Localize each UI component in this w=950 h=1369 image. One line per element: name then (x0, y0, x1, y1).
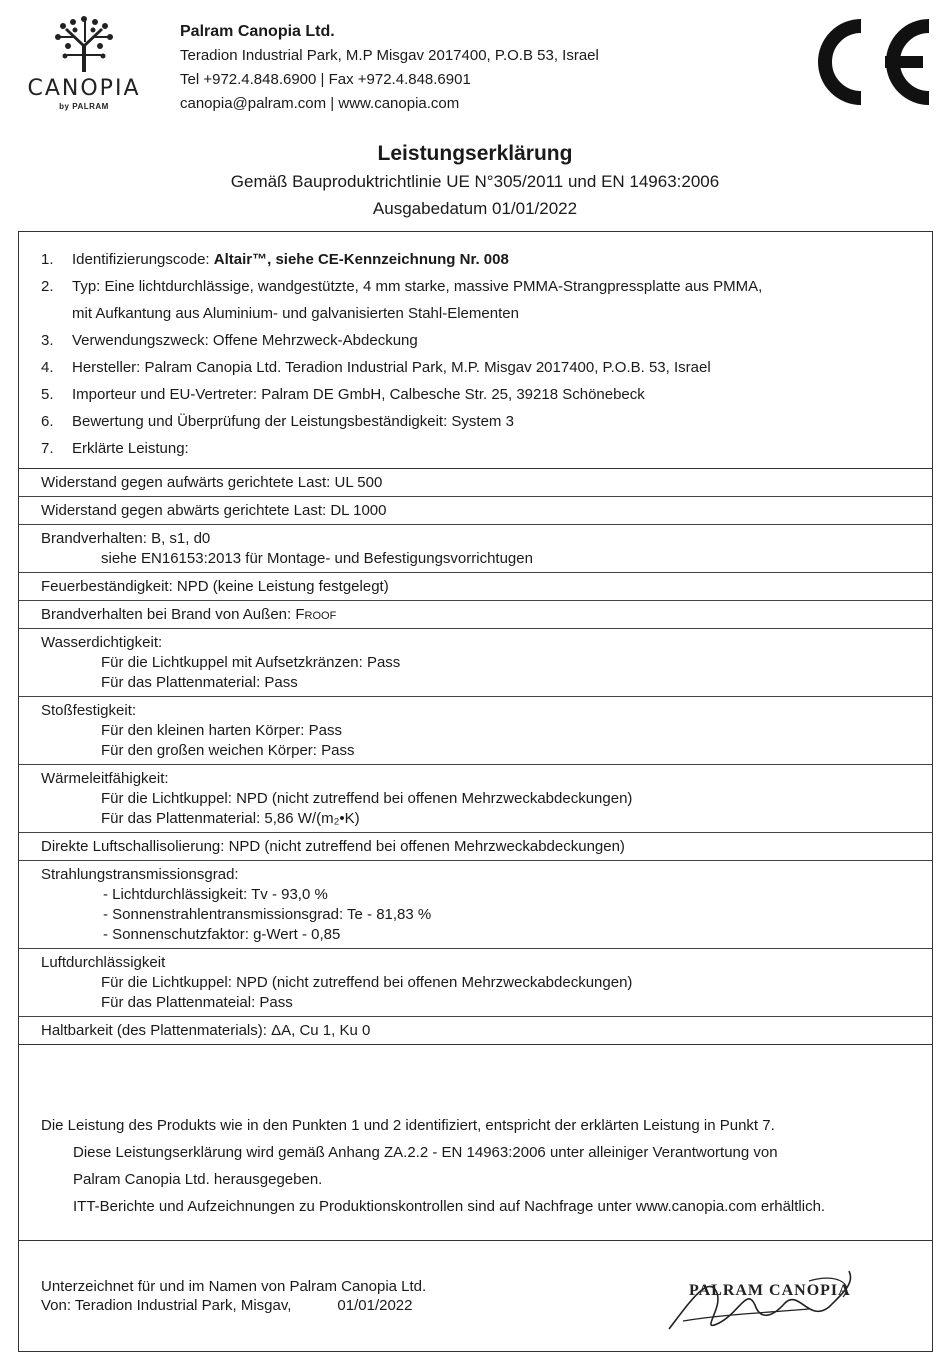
conformity-statement: Die Leistung des Produkts wie in den Punkten 1 und 2 identifiziert, entspricht der erklärten Leistung in Punkt 7. Diese Leistungserklärung wird gemäß Anhang ZA.2.2 - EN 14963:2006 unter alleiniger Verantwortung von Palram Canopia Ltd. herausgegeben. ITT-Berichte und Aufzeichnungen zu Produktionskontrollen sind auf Nachfrage unter www.canopia.com erhältlich. (41, 1117, 826, 1215)
logo-wordmark: CANOPIA (27, 76, 141, 101)
logo-subtitle: by PALRAM (59, 102, 109, 111)
performance-row: Direkte Luftschallisolierung: NPD (nicht zutreffend bei offenen Mehrzweckabdeckungen) (19, 833, 932, 861)
performance-row: Stoßfestigkeit: Für den kleinen harten Körper: Pass Für den großen weichen Körper: Pass (19, 697, 932, 765)
item-list (41, 246, 922, 462)
performance-row: Haltbarkeit (des Plattenmaterials): ΔA, Cu 1, Ku 0 (19, 1017, 932, 1045)
list-item: 5. Importeur und EU-Vertreter: Palram DE GmbH, Calbesche Str. 25, 39218 Schönebeck (41, 386, 645, 403)
list-item: mit Aufkantung aus Aluminium- und galvanisierten Stahl-Elementen (72, 305, 519, 322)
company-name: Palram Canopia Ltd. (180, 23, 335, 40)
performance-row: Widerstand gegen abwärts gerichtete Last: DL 1000 (19, 497, 932, 525)
issue-date: Ausgabedatum 01/01/2022 (372, 199, 578, 218)
regulation-reference: Gemäß Bauproduktrichtlinie UE N°305/2011 und EN 14963:2006 (230, 172, 720, 191)
list-item: 3. Verwendungszweck: Offene Mehrzweck-Abdeckung (41, 332, 418, 349)
list-item: 4. Hersteller: Palram Canopia Ltd. Teradion Industrial Park, M.P. Misgav 2017400, P.O.B. 53, Israel (41, 359, 711, 376)
company-address: Teradion Industrial Park, M.P Misgav 2017400, P.O.B 53, Israel (180, 47, 599, 64)
performance-table (19, 468, 932, 1045)
signature-text: Unterzeichnet für und im Namen von Palram Canopia Ltd. Von: Teradion Industrial Park, Misgav, 01/01/2022 (41, 1278, 427, 1314)
tree-icon (53, 16, 115, 74)
performance-row: Wärmeleitfähigkeit: Für die Lichtkuppel: NPD (nicht zutreffend bei offenen Mehrzweckabdeckungen) Für das Plattenmaterial: 5,86 W/(m₂•K) (19, 765, 932, 833)
canopia-logo (18, 16, 150, 116)
performance-row: Widerstand gegen aufwärts gerichtete Last: UL 500 (19, 469, 932, 497)
handwritten-signature (659, 1263, 859, 1341)
document-title: Leistungserklärung (377, 142, 573, 165)
ce-mark-icon (805, 16, 937, 108)
performance-row: Strahlungstransmissionsgrad: - Lichtdurchlässigkeit: Tv - 93,0 % - Sonnenstrahlentransmissionsgrad: Te - 81,83 % - Sonnenschutzfaktor: g-Wert - 0,85 (19, 861, 932, 949)
title-block (0, 140, 950, 222)
performance-row: Wasserdichtigkeit: Für die Lichtkuppel mit Aufsetzkränzen: Pass Für das Plattenmaterial: Pass (19, 629, 932, 697)
list-item: 1. Identifizierungscode: Altair™, siehe CE-Kennzeichnung Nr. 008 (41, 251, 509, 268)
signature-date: 01/01/2022 (337, 1297, 413, 1314)
performance-row: Brandverhalten bei Brand von Außen: Froof (19, 601, 932, 629)
company-email-web: canopia@palram.com | www.canopia.com (180, 95, 460, 112)
company-phone-fax: Tel +972.4.848.6900 | Fax +972.4.848.6901 (180, 71, 471, 88)
list-item: 6. Bewertung und Überprüfung der Leistungsbeständigkeit: System 3 (41, 413, 514, 430)
performance-row: Brandverhalten: B, s1, d0 siehe EN16153:2013 für Montage- und Befestigungsvorrichtugen (19, 525, 932, 573)
performance-row: Feuerbeständigkeit: NPD (keine Leistung festgelegt) (19, 573, 932, 601)
performance-row: Luftdurchlässigkeit Für die Lichtkuppel: NPD (nicht zutreffend bei offenen Mehrzweckabdeckungen) Für das Plattenmateial: Pass (19, 949, 932, 1017)
list-item: 2. Typ: Eine lichtdurchlässige, wandgestützte, 4 mm starke, massive PMMA-Strangpressplatte aus PMMA, (41, 278, 763, 295)
declaration-box (18, 231, 933, 1352)
list-item: 7. Erklärte Leistung: (41, 440, 189, 457)
svg-text:PALRAM CANOPIA: PALRAM CANOPIA (689, 1282, 851, 1299)
signature-section (19, 1240, 932, 1352)
company-info (180, 20, 599, 116)
product-code: Altair™, siehe CE-Kennzeichnung Nr. 008 (213, 251, 509, 268)
